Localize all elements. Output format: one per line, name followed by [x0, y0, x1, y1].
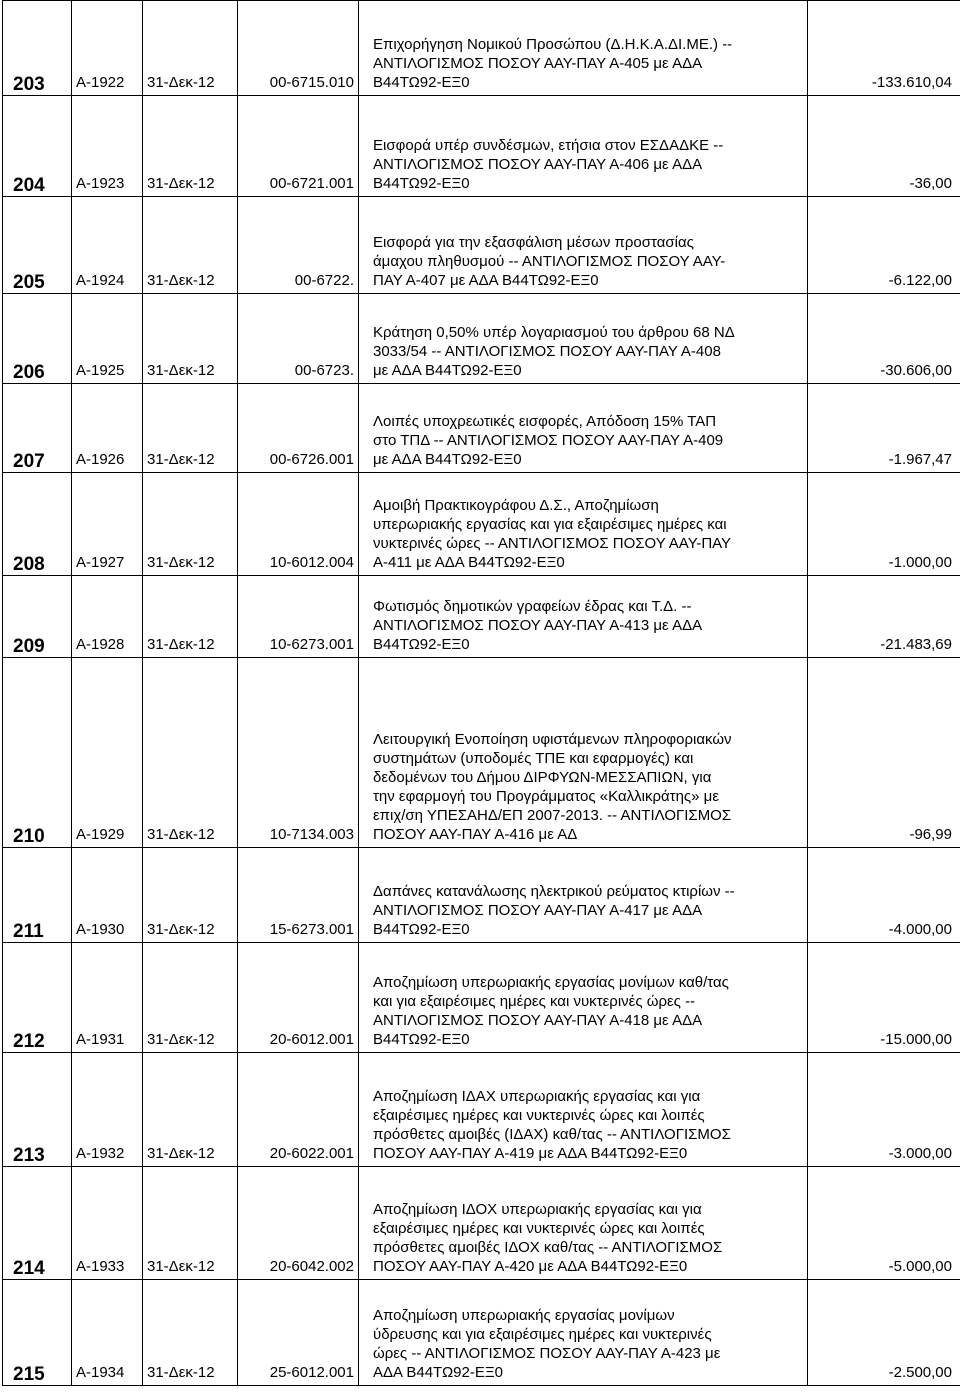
- row-account: 00-6726.001: [269, 451, 354, 468]
- row-number: 210: [13, 826, 45, 847]
- row-account: 10-6273.001: [269, 636, 354, 653]
- row-number: 209: [13, 636, 45, 657]
- row-number: 206: [13, 362, 45, 383]
- row-code: Α-1931: [76, 1031, 125, 1048]
- row-date: 31-Δεκ-12: [147, 175, 215, 192]
- row-number: 207: [13, 451, 45, 472]
- row-date: 31-Δεκ-12: [147, 1364, 215, 1381]
- row-number: 211: [13, 921, 44, 942]
- row-description: Φωτισμός δημοτικών γραφείων έδρας και Τ.Δ. -- ΑΝΤΙΛΟΓΙΣΜΟΣ ΠΟΣΟΥ ΑΑΥ-ΠΑΥ Α-413 με ΑΔΑ Β44ΤΩ92-ΕΞ0: [373, 598, 703, 653]
- row-account: 20-6022.001: [269, 1145, 354, 1162]
- row-description: Αμοιβή Πρακτικογράφου Δ.Σ., Αποζημίωση υπερωριακής εργασίας και για εξαιρέσιμες ημέρες και νυκτερινές ώρες -- ΑΝΤΙΛΟΓΙΣΜΟΣ ΠΟΣΟΥ ΑΑΥ-ΠΑΥ Α-411 με ΑΔΑ Β44ΤΩ92-ΕΞ0: [373, 497, 732, 571]
- row-code: Α-1932: [76, 1145, 125, 1162]
- row-amount: -15.000,00: [880, 1031, 952, 1048]
- row-account: 00-6723.: [294, 362, 354, 379]
- row-number: 213: [13, 1145, 45, 1166]
- row-code: Α-1930: [76, 921, 125, 938]
- row-amount: -6.122,00: [888, 272, 952, 289]
- row-code: Α-1933: [76, 1258, 125, 1275]
- table-row: [3, 473, 960, 576]
- row-code: Α-1934: [76, 1364, 125, 1381]
- table-row: [3, 848, 960, 943]
- row-code: Α-1927: [76, 554, 125, 571]
- row-description: Εισφορά για την εξασφάλιση μέσων προστασίας άμαχου πληθυσμού -- ΑΝΤΙΛΟΓΙΣΜΟΣ ΠΟΣΟΥ ΑΑΥ- ΠΑΥ Α-407 με ΑΔΑ Β44ΤΩ92-ΕΞ0: [373, 234, 726, 289]
- row-date: 31-Δεκ-12: [147, 74, 215, 91]
- row-description: Αποζημίωση υπερωριακής εργασίας μονίμων ύδρευσης και για εξαιρέσιμες ημέρες και νυκτερινές ώρες -- ΑΝΤΙΛΟΓΙΣΜΟΣ ΠΟΣΟΥ ΑΑΥ-ΠΑΥ Α-423 με ΑΔΑ Β44ΤΩ92-ΕΞ0: [373, 1307, 721, 1381]
- row-description: Αποζημίωση ΙΔΟΧ υπερωριακής εργασίας και για εξαιρέσιμες ημέρες και νυκτερινές ώρες και λοιπές πρόσθετες αμοιβές ΙΔΟΧ καθ/τας -- ΑΝΤΙΛΟΓΙΣΜΟΣ ΠΟΣΟΥ ΑΑΥ-ΠΑΥ Α-420 με ΑΔΑ Β44ΤΩ92-ΕΞ0: [373, 1201, 723, 1275]
- row-account: 00-6715.010: [269, 74, 354, 91]
- table-row: [3, 1280, 960, 1386]
- row-date: 31-Δεκ-12: [147, 1031, 215, 1048]
- row-date: 31-Δεκ-12: [147, 1145, 215, 1162]
- row-amount: -1.967,47: [888, 451, 952, 468]
- row-account: 10-7134.003: [269, 826, 354, 843]
- row-date: 31-Δεκ-12: [147, 636, 215, 653]
- row-code: Α-1924: [76, 272, 125, 289]
- row-number: 212: [13, 1031, 45, 1052]
- row-description: Λοιπές υποχρεωτικές εισφορές, Απόδοση 15% ΤΑΠ στο ΤΠΔ -- ΑΝΤΙΛΟΓΙΣΜΟΣ ΠΟΣΟΥ ΑΑΥ-ΠΑΥ Α-409 με ΑΔΑ Β44ΤΩ92-ΕΞ0: [373, 413, 724, 468]
- row-account: 20-6012.001: [269, 1031, 354, 1048]
- row-code: Α-1925: [76, 362, 125, 379]
- table-row: [3, 1053, 960, 1167]
- row-code: Α-1926: [76, 451, 125, 468]
- row-description: Δαπάνες κατανάλωσης ηλεκτρικού ρεύματος κτιρίων -- ΑΝΤΙΛΟΓΙΣΜΟΣ ΠΟΣΟΥ ΑΑΥ-ΠΑΥ Α-417 με ΑΔΑ Β44ΤΩ92-ΕΞ0: [373, 883, 735, 938]
- table-row: [3, 1167, 960, 1280]
- row-number: 204: [13, 175, 45, 196]
- row-amount: -4.000,00: [888, 921, 952, 938]
- row-date: 31-Δεκ-12: [147, 451, 215, 468]
- row-amount: -96,99: [909, 826, 952, 843]
- row-date: 31-Δεκ-12: [147, 362, 215, 379]
- table-row: [3, 197, 960, 294]
- row-description: Εισφορά υπέρ συνδέσμων, ετήσια στον ΕΣΔΑΔΚΕ -- ΑΝΤΙΛΟΓΙΣΜΟΣ ΠΟΣΟΥ ΑΑΥ-ΠΑΥ Α-406 με ΑΔΑ Β44ΤΩ92-ΕΞ0: [373, 137, 724, 192]
- row-description: Αποζημίωση υπερωριακής εργασίας μονίμων καθ/τας και για εξαιρέσιμες ημέρες και νυκτερινές ώρες -- ΑΝΤΙΛΟΓΙΣΜΟΣ ΠΟΣΟΥ ΑΑΥ-ΠΑΥ Α-418 με ΑΔΑ Β44ΤΩ92-ΕΞ0: [373, 974, 729, 1048]
- row-description: Λειτουργική Ενοποίηση υφιστάμενων πληροφοριακών συστημάτων (υποδομές ΤΠΕ και εφαρμογές) και δεδομένων του Δήμου ΔΙΡΦΥΩΝ-ΜΕΣΣΑΠΙΩΝ, για την εφαρμογή του Προγράμματος «Καλλικράτης» με επιχ/ση ΥΠΕΣΑΗΔ/ΕΠ 2007-2013. -- ΑΝΤΙΛΟΓΙΣΜΟΣ ΠΟΣΟΥ ΑΑΥ-ΠΑΥ Α-416 με ΑΔ: [373, 731, 732, 843]
- table-row: [3, 658, 960, 848]
- row-date: 31-Δεκ-12: [147, 554, 215, 571]
- row-account: 20-6042.002: [269, 1258, 354, 1275]
- row-description: Κράτηση 0,50% υπέρ λογαριασμού του άρθρου 68 ΝΔ 3033/54 -- ΑΝΤΙΛΟΓΙΣΜΟΣ ΠΟΣΟΥ ΑΑΥ-ΠΑΥ Α-408 με ΑΔΑ Β44ΤΩ92-ΕΞ0: [373, 324, 735, 379]
- row-description: Αποζημίωση ΙΔΑΧ υπερωριακής εργασίας και για εξαιρέσιμες ημέρες και νυκτερινές ώρες και λοιπές πρόσθετες αμοιβές (ΙΔΑΧ) καθ/τας -- ΑΝΤΙΛΟΓΙΣΜΟΣ ΠΟΣΟΥ ΑΑΥ-ΠΑΥ Α-419 με ΑΔΑ Β44ΤΩ92-ΕΞ0: [373, 1088, 731, 1162]
- table-row: [3, 943, 960, 1053]
- row-date: 31-Δεκ-12: [147, 272, 215, 289]
- row-amount: -133.610,04: [871, 74, 952, 91]
- table-row: [3, 294, 960, 384]
- row-amount: -30.606,00: [880, 362, 952, 379]
- row-number: 215: [13, 1364, 45, 1385]
- row-number: 214: [13, 1258, 45, 1279]
- row-date: 31-Δεκ-12: [147, 1258, 215, 1275]
- row-amount: -3.000,00: [888, 1145, 952, 1162]
- budget-table: [2, 0, 960, 1386]
- row-account: 10-6012.004: [269, 554, 354, 571]
- row-number: 205: [13, 272, 45, 293]
- row-amount: -36,00: [909, 175, 952, 192]
- table-row: [3, 1, 960, 96]
- row-account: 00-6721.001: [269, 175, 354, 192]
- row-account: 15-6273.001: [269, 921, 354, 938]
- row-date: 31-Δεκ-12: [147, 921, 215, 938]
- table-row: [3, 96, 960, 197]
- row-code: Α-1923: [76, 175, 125, 192]
- row-number: 203: [13, 74, 45, 95]
- row-amount: -2.500,00: [888, 1364, 952, 1381]
- table-row: [3, 576, 960, 658]
- row-date: 31-Δεκ-12: [147, 826, 215, 843]
- row-code: Α-1922: [76, 74, 125, 91]
- row-account: 00-6722.: [294, 272, 354, 289]
- row-number: 208: [13, 554, 45, 575]
- row-code: Α-1928: [76, 636, 125, 653]
- row-amount: -21.483,69: [880, 636, 952, 653]
- row-account: 25-6012.001: [269, 1364, 354, 1381]
- row-description: Επιχορήγηση Νομικού Προσώπου (Δ.Η.Κ.Α.ΔΙ.ΜΕ.) -- ΑΝΤΙΛΟΓΙΣΜΟΣ ΠΟΣΟΥ ΑΑΥ-ΠΑΥ Α-405 με ΑΔΑ Β44ΤΩ92-ΕΞ0: [373, 36, 733, 91]
- row-amount: -1.000,00: [888, 554, 952, 571]
- row-amount: -5.000,00: [888, 1258, 952, 1275]
- row-code: Α-1929: [76, 826, 125, 843]
- table-row: [3, 384, 960, 473]
